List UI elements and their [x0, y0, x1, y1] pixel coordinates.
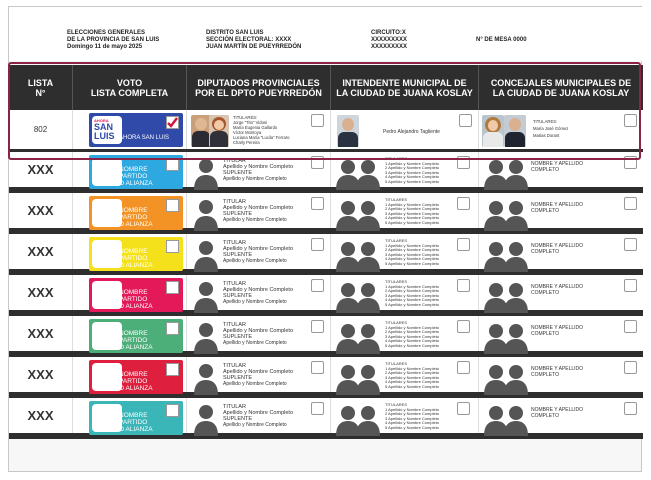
list-number: XXX — [9, 152, 73, 187]
concejales-checkbox[interactable] — [624, 279, 637, 292]
intendente-checkbox[interactable] — [457, 279, 470, 292]
party-box[interactable] — [89, 237, 183, 271]
candidate-photo — [209, 115, 229, 147]
people-icon — [335, 199, 381, 231]
list-row — [9, 316, 643, 357]
diputados-checkbox[interactable] — [311, 402, 324, 415]
intendente-checkbox[interactable] — [457, 156, 470, 169]
full-list-checkbox[interactable] — [166, 404, 179, 417]
candidate-photo — [482, 115, 504, 147]
intendente-cell[interactable]: TITULARES 1 Apellido y Nombre Completo 2 Apellido y Nombre Completo 3 Apellido y Nombre Completo 4 Apellido y Nombre Completo 5 Apellido y Nombre Completo — [331, 152, 479, 187]
concejales-checkbox[interactable] — [624, 361, 637, 374]
list-number: XXX — [9, 316, 73, 351]
full-list-checkbox[interactable] — [166, 240, 179, 253]
diputados-cell[interactable]: TITULAR Apellido y Nombre Completo SUPLENTE Apellido y Nombre Completo — [187, 193, 331, 228]
diputados-checkbox[interactable] — [311, 114, 324, 127]
list-row-802 — [9, 110, 643, 152]
people-icon — [483, 404, 529, 436]
full-list-vote[interactable] — [73, 193, 187, 228]
list-row — [9, 357, 643, 398]
diputados-cell[interactable]: TITULAR Apellido y Nombre Completo SUPLENTE Apellido y Nombre Completo — [187, 152, 331, 187]
diputados-checkbox[interactable] — [311, 361, 324, 374]
full-list-vote[interactable] — [73, 275, 187, 310]
people-icon — [483, 158, 529, 190]
list-number: XXX — [9, 357, 73, 392]
party-logo — [92, 281, 122, 309]
intendente-checkbox[interactable] — [459, 114, 472, 127]
full-list-checkbox[interactable] — [166, 199, 179, 212]
header-concejales: CONCEJALES MUNICIPALES DE LA CIUDAD DE JUANA KOSLAY — [490, 77, 632, 98]
diputados-cell[interactable]: TITULAR Apellido y Nombre Completo SUPLENTE Apellido y Nombre Completo — [187, 234, 331, 269]
full-list-checkbox[interactable] — [166, 322, 179, 335]
diputados-checkbox[interactable] — [311, 197, 324, 210]
candidate-photo — [191, 115, 211, 147]
party-logo — [92, 240, 122, 268]
people-icon — [483, 199, 529, 231]
party-name: NOMBRE PARTIDO O ALIANZA — [119, 166, 153, 187]
info-distrito: DISTRITO SAN LUIS SECCIÓN ELECTORAL: XXXX JUAN MARTÍN DE PUEYRREDÓN — [206, 30, 302, 50]
party-box[interactable] — [89, 360, 183, 394]
candidate-photo — [337, 115, 359, 147]
candidate-photo — [504, 115, 526, 147]
party-box[interactable] — [89, 319, 183, 353]
list-number: XXX — [9, 275, 73, 310]
party-logo — [92, 322, 122, 350]
intendente-cell[interactable]: TITULARES 1 Apellido y Nombre Completo 2 Apellido y Nombre Completo 3 Apellido y Nombre Completo 4 Apellido y Nombre Completo 5 Apellido y Nombre Completo — [331, 316, 479, 351]
list-row — [9, 234, 643, 275]
list-row — [9, 275, 643, 316]
full-list-vote[interactable] — [73, 152, 187, 187]
people-icon — [483, 240, 529, 272]
intendente-cell[interactable]: TITULARES 1 Apellido y Nombre Completo 2 Apellido y Nombre Completo 3 Apellido y Nombre Completo 4 Apellido y Nombre Completo 5 Apellido y Nombre Completo — [331, 357, 479, 392]
party-name: AHORA SAN LUIS — [119, 135, 170, 141]
intendente-checkbox[interactable] — [457, 238, 470, 251]
concejales-cell[interactable]: NOMBRE Y APELLIDO COMPLETO — [479, 398, 643, 433]
person-icon — [193, 280, 219, 313]
concejales-cell[interactable]: NOMBRE Y APELLIDO COMPLETO — [479, 152, 643, 187]
people-icon — [335, 281, 381, 313]
full-list-vote[interactable] — [73, 357, 187, 392]
list-row — [9, 193, 643, 234]
party-name: NOMBRE PARTIDO O ALIANZA — [119, 289, 153, 310]
concejales-cell[interactable]: NOMBRE Y APELLIDO COMPLETO — [479, 193, 643, 228]
concejales-checkbox[interactable] — [624, 114, 637, 127]
header-row — [9, 65, 643, 110]
party-logo — [92, 404, 122, 432]
party-name: NOMBRE PARTIDO O ALIANZA — [119, 371, 153, 392]
party-box[interactable] — [89, 196, 183, 230]
full-list-checkbox[interactable] — [166, 158, 179, 171]
concejales-checkbox[interactable] — [624, 402, 637, 415]
concejales-cell[interactable]: NOMBRE Y APELLIDO COMPLETO — [479, 316, 643, 351]
intendente-cell[interactable]: TITULARES 1 Apellido y Nombre Completo 2 Apellido y Nombre Completo 3 Apellido y Nombre Completo 4 Apellido y Nombre Completo 5 Apellido y Nombre Completo — [331, 275, 479, 310]
intendente-name: Pedro Alejandro Tagliente — [383, 129, 440, 135]
info-circuito: CIRCUITO:X XXXXXXXXX XXXXXXXXX — [371, 30, 408, 50]
diputados-cell[interactable]: TITULAR Apellido y Nombre Completo SUPLENTE Apellido y Nombre Completo — [187, 275, 331, 310]
person-icon — [193, 198, 219, 231]
person-icon — [193, 239, 219, 272]
intendente-cell[interactable]: TITULARES 1 Apellido y Nombre Completo 2 Apellido y Nombre Completo 3 Apellido y Nombre Completo 4 Apellido y Nombre Completo 5 Apellido y Nombre Completo — [331, 193, 479, 228]
diputados-cell[interactable]: TITULAR Apellido y Nombre Completo SUPLENTE Apellido y Nombre Completo — [187, 357, 331, 392]
party-box[interactable] — [89, 401, 183, 435]
party-box[interactable] — [89, 278, 183, 312]
party-name: NOMBRE PARTIDO O ALIANZA — [119, 207, 153, 228]
people-icon — [483, 281, 529, 313]
people-icon — [335, 240, 381, 272]
full-list-vote[interactable] — [73, 316, 187, 351]
intendente-checkbox[interactable] — [457, 361, 470, 374]
concejales-cell[interactable]: NOMBRE Y APELLIDO COMPLETO — [479, 275, 643, 310]
person-icon — [193, 321, 219, 354]
info-mesa: N° DE MESA 0000 — [476, 37, 527, 43]
party-logo — [92, 158, 122, 186]
checkmark-icon — [166, 116, 179, 129]
intendente-cell[interactable]: TITULARES 1 Apellido y Nombre Completo 2 Apellido y Nombre Completo 3 Apellido y Nombre Completo 4 Apellido y Nombre Completo 5 Apellido y Nombre Completo — [331, 234, 479, 269]
people-icon — [483, 363, 529, 395]
list-number: 802 — [9, 110, 73, 149]
concejales-cell[interactable]: NOMBRE Y APELLIDO COMPLETO — [479, 357, 643, 392]
diputados-cell[interactable]: TITULARES: Jorge "Tito" Vidoni María Eugenia Gallardo Víctor Montoya Luciana María "Lucila" Ferraro Charly Pereira — [187, 110, 331, 149]
list-row — [9, 398, 643, 439]
intendente-cell[interactable]: TITULARES 1 Apellido y Nombre Completo 2 Apellido y Nombre Completo 3 Apellido y Nombre Completo 4 Apellido y Nombre Completo 5 Apellido y Nombre Completo — [331, 398, 479, 433]
list-number: XXX — [9, 234, 73, 269]
people-icon — [335, 404, 381, 436]
people-icon — [483, 322, 529, 354]
list-number: XXX — [9, 398, 73, 433]
diputados-cell[interactable]: TITULAR Apellido y Nombre Completo SUPLENTE Apellido y Nombre Completo — [187, 398, 331, 433]
header-diputados: DIPUTADOS PROVINCIALES POR EL DPTO PUEYRREDÓN — [187, 65, 331, 110]
intendente-checkbox[interactable] — [457, 402, 470, 415]
diputados-cell[interactable]: TITULAR Apellido y Nombre Completo SUPLENTE Apellido y Nombre Completo — [187, 316, 331, 351]
concejales-cell[interactable]: NOMBRE Y APELLIDO COMPLETO — [479, 234, 643, 269]
diputados-checkbox[interactable] — [311, 320, 324, 333]
people-icon — [335, 158, 381, 190]
party-logo: AHORA SAN LUIS — [92, 116, 122, 144]
intendente-checkbox[interactable] — [457, 197, 470, 210]
party-box[interactable] — [89, 155, 183, 189]
full-list-checkbox[interactable] — [166, 363, 179, 376]
person-icon — [193, 157, 219, 190]
party-logo — [92, 199, 122, 227]
concejales-checkbox[interactable] — [624, 238, 637, 251]
header-lista: LISTA N° — [9, 65, 73, 110]
full-list-checkbox[interactable] — [166, 281, 179, 294]
people-icon — [335, 363, 381, 395]
concejales-checkbox[interactable] — [624, 320, 637, 333]
concejales-cell[interactable]: TITULARES: María José Gómez Matías Dorant — [479, 110, 643, 149]
ballot-info — [9, 7, 643, 61]
person-icon — [193, 403, 219, 436]
full-list-vote[interactable] — [73, 398, 187, 433]
party-name: NOMBRE PARTIDO O ALIANZA — [119, 248, 153, 269]
list-number: XXX — [9, 193, 73, 228]
full-list-vote[interactable] — [73, 110, 187, 149]
diputados-checkbox[interactable] — [311, 156, 324, 169]
concejales-checkbox[interactable] — [624, 197, 637, 210]
ballot — [8, 6, 642, 472]
people-icon — [335, 322, 381, 354]
info-eleccion: ELECCIONES GENERALES DE LA PROVINCIA DE SAN LUIS Domingo 11 de mayo 2025 — [67, 30, 160, 50]
diputados-checkbox[interactable] — [311, 238, 324, 251]
party-name: NOMBRE PARTIDO O ALIANZA — [119, 412, 153, 433]
ballot-table — [9, 65, 643, 439]
intendente-checkbox[interactable] — [457, 320, 470, 333]
header-voto: VOTO LISTA COMPLETA — [73, 65, 187, 110]
diputados-checkbox[interactable] — [311, 279, 324, 292]
intendente-cell[interactable] — [331, 110, 479, 149]
person-icon — [193, 362, 219, 395]
full-list-vote[interactable] — [73, 234, 187, 269]
header-intendente: INTENDENTE MUNICIPAL DE LA CIUDAD DE JUANA KOSLAY — [331, 65, 479, 110]
list-row — [9, 152, 643, 193]
concejales-checkbox[interactable] — [624, 156, 637, 169]
party-logo — [92, 363, 122, 391]
party-box[interactable] — [89, 113, 183, 147]
party-name: NOMBRE PARTIDO O ALIANZA — [119, 330, 153, 351]
full-list-checkbox[interactable] — [166, 116, 179, 129]
